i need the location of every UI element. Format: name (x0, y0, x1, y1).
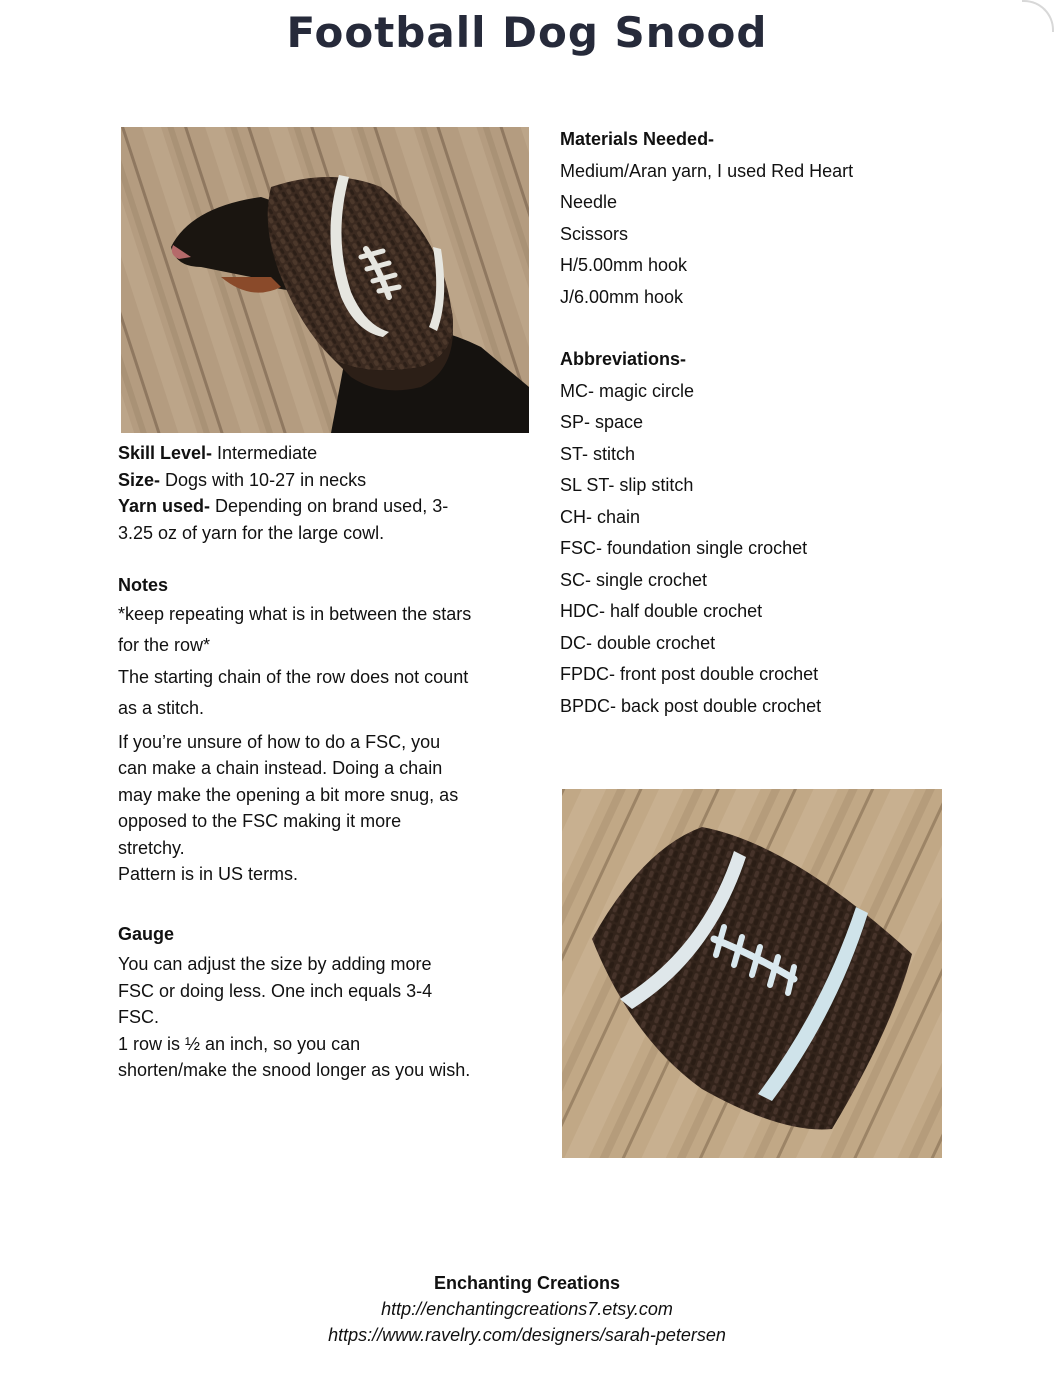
page-title: Football Dog Snood (286, 8, 768, 57)
size-label: Size- (118, 469, 161, 490)
yarn-value-1: Depending on brand used, 3- (210, 496, 449, 516)
skill-level-value: Intermediate (212, 443, 318, 463)
abbreviation-item: ST- stitch (560, 443, 636, 464)
size-line (118, 467, 518, 494)
notes-line-4: as a stitch. (118, 698, 205, 718)
abbreviation-item: CH- chain (560, 506, 641, 527)
abbreviation-item: SC- single crochet (560, 569, 708, 590)
gauge-line-4: 1 row is ½ an inch, so you can (118, 1033, 361, 1054)
notes-line-3: The starting chain of the row does not count (118, 666, 469, 687)
abbreviation-item: FPDC- front post double crochet (560, 664, 819, 684)
abbreviations-heading: Abbreviations- (560, 349, 687, 369)
gauge-line-3: FSC. (118, 1007, 160, 1027)
notes-line-2: for the row* (118, 635, 211, 655)
skill-level-label: Skill Level- (118, 443, 213, 463)
abbreviation-item: SL ST- slip stitch (560, 475, 694, 495)
notes-para-1: If you’re unsure of how to do a FSC, you (118, 731, 441, 752)
abbreviation-item: SP- space (560, 412, 644, 432)
materials-item: Medium/Aran yarn, I used Red Heart (560, 160, 854, 181)
materials-item: Scissors (560, 223, 629, 244)
abbreviation-item: FSC- foundation single crochet (560, 538, 808, 558)
notes-para-6: Pattern is in US terms. (118, 864, 299, 884)
notes-para-3: may make the opening a bit more snug, as (118, 784, 459, 805)
notes-para-4: opposed to the FSC making it more (118, 811, 402, 831)
notes-para-5: stretchy. (118, 837, 185, 858)
gauge-heading: Gauge (118, 923, 175, 944)
yarn-value-2: 3.25 oz of yarn for the large cowl. (118, 522, 385, 543)
materials-item: J/6.00mm hook (560, 286, 684, 307)
abbreviation-item: MC- magic circle (560, 380, 695, 401)
materials-item: H/5.00mm hook (560, 255, 688, 275)
notes-heading: Notes (118, 575, 169, 595)
gauge-line-2: FSC or doing less. One inch equals 3-4 (118, 980, 433, 1001)
footer-etsy-link[interactable]: http://enchantingcreations7.etsy.com (381, 1299, 673, 1319)
notes-line-1: *keep repeating what is in between the stars (118, 603, 472, 624)
dog-wearing-snood-photo (121, 127, 529, 433)
footer-brand: Enchanting Creations (433, 1273, 621, 1293)
abbreviation-item: BPDC- back post double crochet (560, 695, 822, 716)
materials-item: Needle (560, 192, 618, 212)
materials-heading: Materials Needed- (560, 129, 715, 149)
skill-level-line (118, 440, 518, 467)
notes-para-2: can make a chain instead. Doing a chain (118, 758, 443, 778)
yarn-label: Yarn used- (118, 496, 211, 516)
abbreviation-item: DC- double crochet (560, 632, 716, 653)
gauge-line-1: You can adjust the size by adding more (118, 954, 432, 974)
yarn-line (118, 493, 518, 520)
gauge-line-5: shorten/make the snood longer as you wish. (118, 1060, 471, 1080)
abbreviation-item: HDC- half double crochet (560, 601, 763, 621)
footer-ravelry-link[interactable]: https://www.ravelry.com/designers/sarah-petersen (328, 1325, 726, 1345)
size-value: Dogs with 10-27 in necks (160, 469, 367, 490)
snood-flat-photo (562, 789, 942, 1158)
footer (0, 1270, 1054, 1348)
